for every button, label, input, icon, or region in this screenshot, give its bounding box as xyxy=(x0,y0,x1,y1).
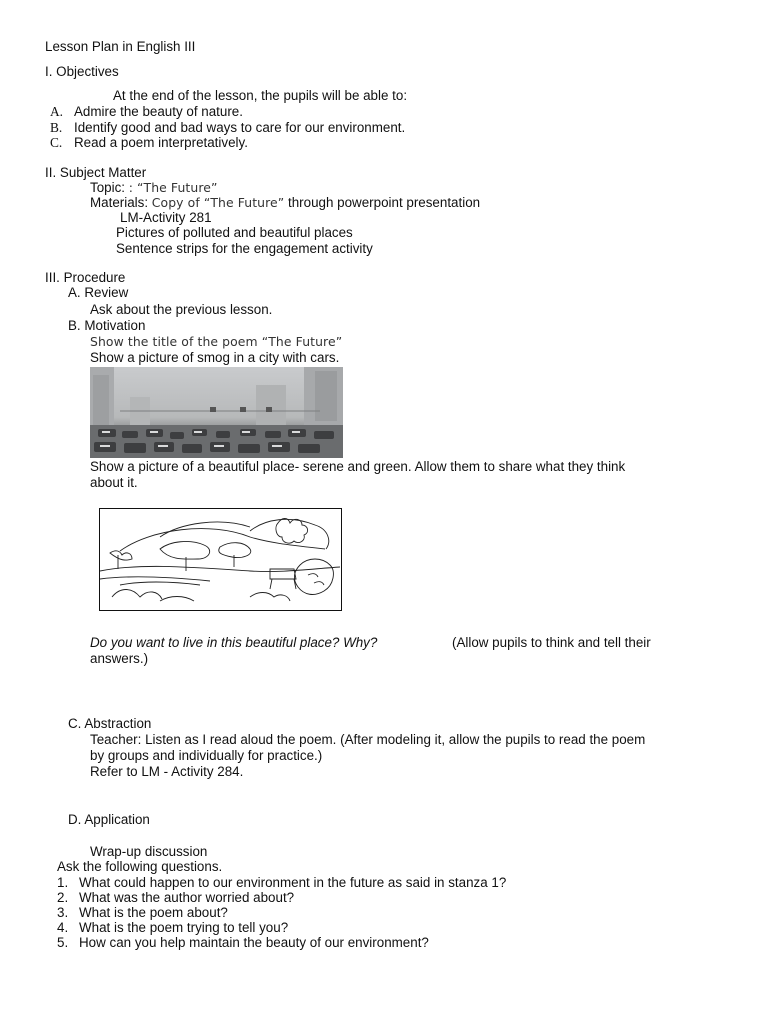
objectives-heading: I. Objectives xyxy=(45,64,119,79)
motivation-question: Do you want to live in this beautiful place? Why? xyxy=(90,635,378,650)
question-item: What could happen to our environment in the future as said in stanza 1? xyxy=(79,875,507,890)
topic-label: Topic: xyxy=(90,180,129,195)
materials-copy: Copy of “The Future” xyxy=(151,195,285,210)
materials-rest: through powerpoint presentation xyxy=(284,195,481,210)
question-item: What is the poem about? xyxy=(79,905,228,920)
topic-line xyxy=(90,180,218,196)
question-item: What was the author worried about? xyxy=(79,890,295,905)
review-text: Ask about the previous lesson. xyxy=(90,302,273,317)
list-marker: C. xyxy=(50,135,63,150)
objective-item: Admire the beauty of nature. xyxy=(74,104,243,119)
motivation-allow-cont: answers.) xyxy=(90,651,149,666)
list-marker: B. xyxy=(50,120,63,135)
list-number: 2. xyxy=(57,890,69,905)
list-number: 3. xyxy=(57,905,69,920)
list-number: 4. xyxy=(57,920,69,935)
topic-value: : “The Future” xyxy=(128,180,218,195)
review-label: A. Review xyxy=(68,285,129,300)
materials-label: Materials: xyxy=(90,195,152,210)
abstraction-label: C. Abstraction xyxy=(68,716,152,731)
question-item: How can you help maintain the beauty of our environment? xyxy=(79,935,429,950)
motivation-allow: (Allow pupils to think and tell their xyxy=(452,635,651,650)
abstraction-text: Teacher: Listen as I read aloud the poem. (After modeling it, allow the pupils to read the poem xyxy=(90,732,646,747)
list-number: 5. xyxy=(57,935,69,950)
objectives-intro: At the end of the lesson, the pupils will be able to: xyxy=(113,88,408,103)
list-marker: A. xyxy=(50,104,64,119)
procedure-heading: III. Procedure xyxy=(45,270,126,285)
motivation-show-title: Show the title of the poem “The Future” xyxy=(90,334,343,349)
motivation-smog-text: Show a picture of smog in a city with cars. xyxy=(90,350,340,365)
ask-questions-text: Ask the following questions. xyxy=(57,859,223,874)
abstraction-reference: Refer to LM - Activity 284. xyxy=(90,764,244,779)
application-label: D. Application xyxy=(68,812,150,827)
smog-city-photo xyxy=(90,367,343,458)
objective-item: Identify good and bad ways to care for our environment. xyxy=(74,120,406,135)
beautiful-place-text-cont: about it. xyxy=(90,475,138,490)
question-item: What is the poem trying to tell you? xyxy=(79,920,289,935)
materials-item: Sentence strips for the engagement activity xyxy=(116,241,373,256)
beautiful-place-text: Show a picture of a beautiful place- serene and green. Allow them to share what they think xyxy=(90,459,626,474)
subject-matter-heading: II. Subject Matter xyxy=(45,165,147,180)
list-number: 1. xyxy=(57,875,69,890)
objective-item: Read a poem interpretatively. xyxy=(74,135,248,150)
materials-item: Pictures of polluted and beautiful places xyxy=(116,225,353,240)
materials-item: LM-Activity 281 xyxy=(120,210,212,225)
abstraction-text-cont: by groups and individually for practice.) xyxy=(90,748,323,763)
document-title: Lesson Plan in English III xyxy=(45,39,196,54)
materials-line xyxy=(90,195,480,211)
motivation-label: B. Motivation xyxy=(68,318,146,333)
wrapup-label: Wrap-up discussion xyxy=(90,844,208,859)
beautiful-place-sketch xyxy=(99,508,342,611)
